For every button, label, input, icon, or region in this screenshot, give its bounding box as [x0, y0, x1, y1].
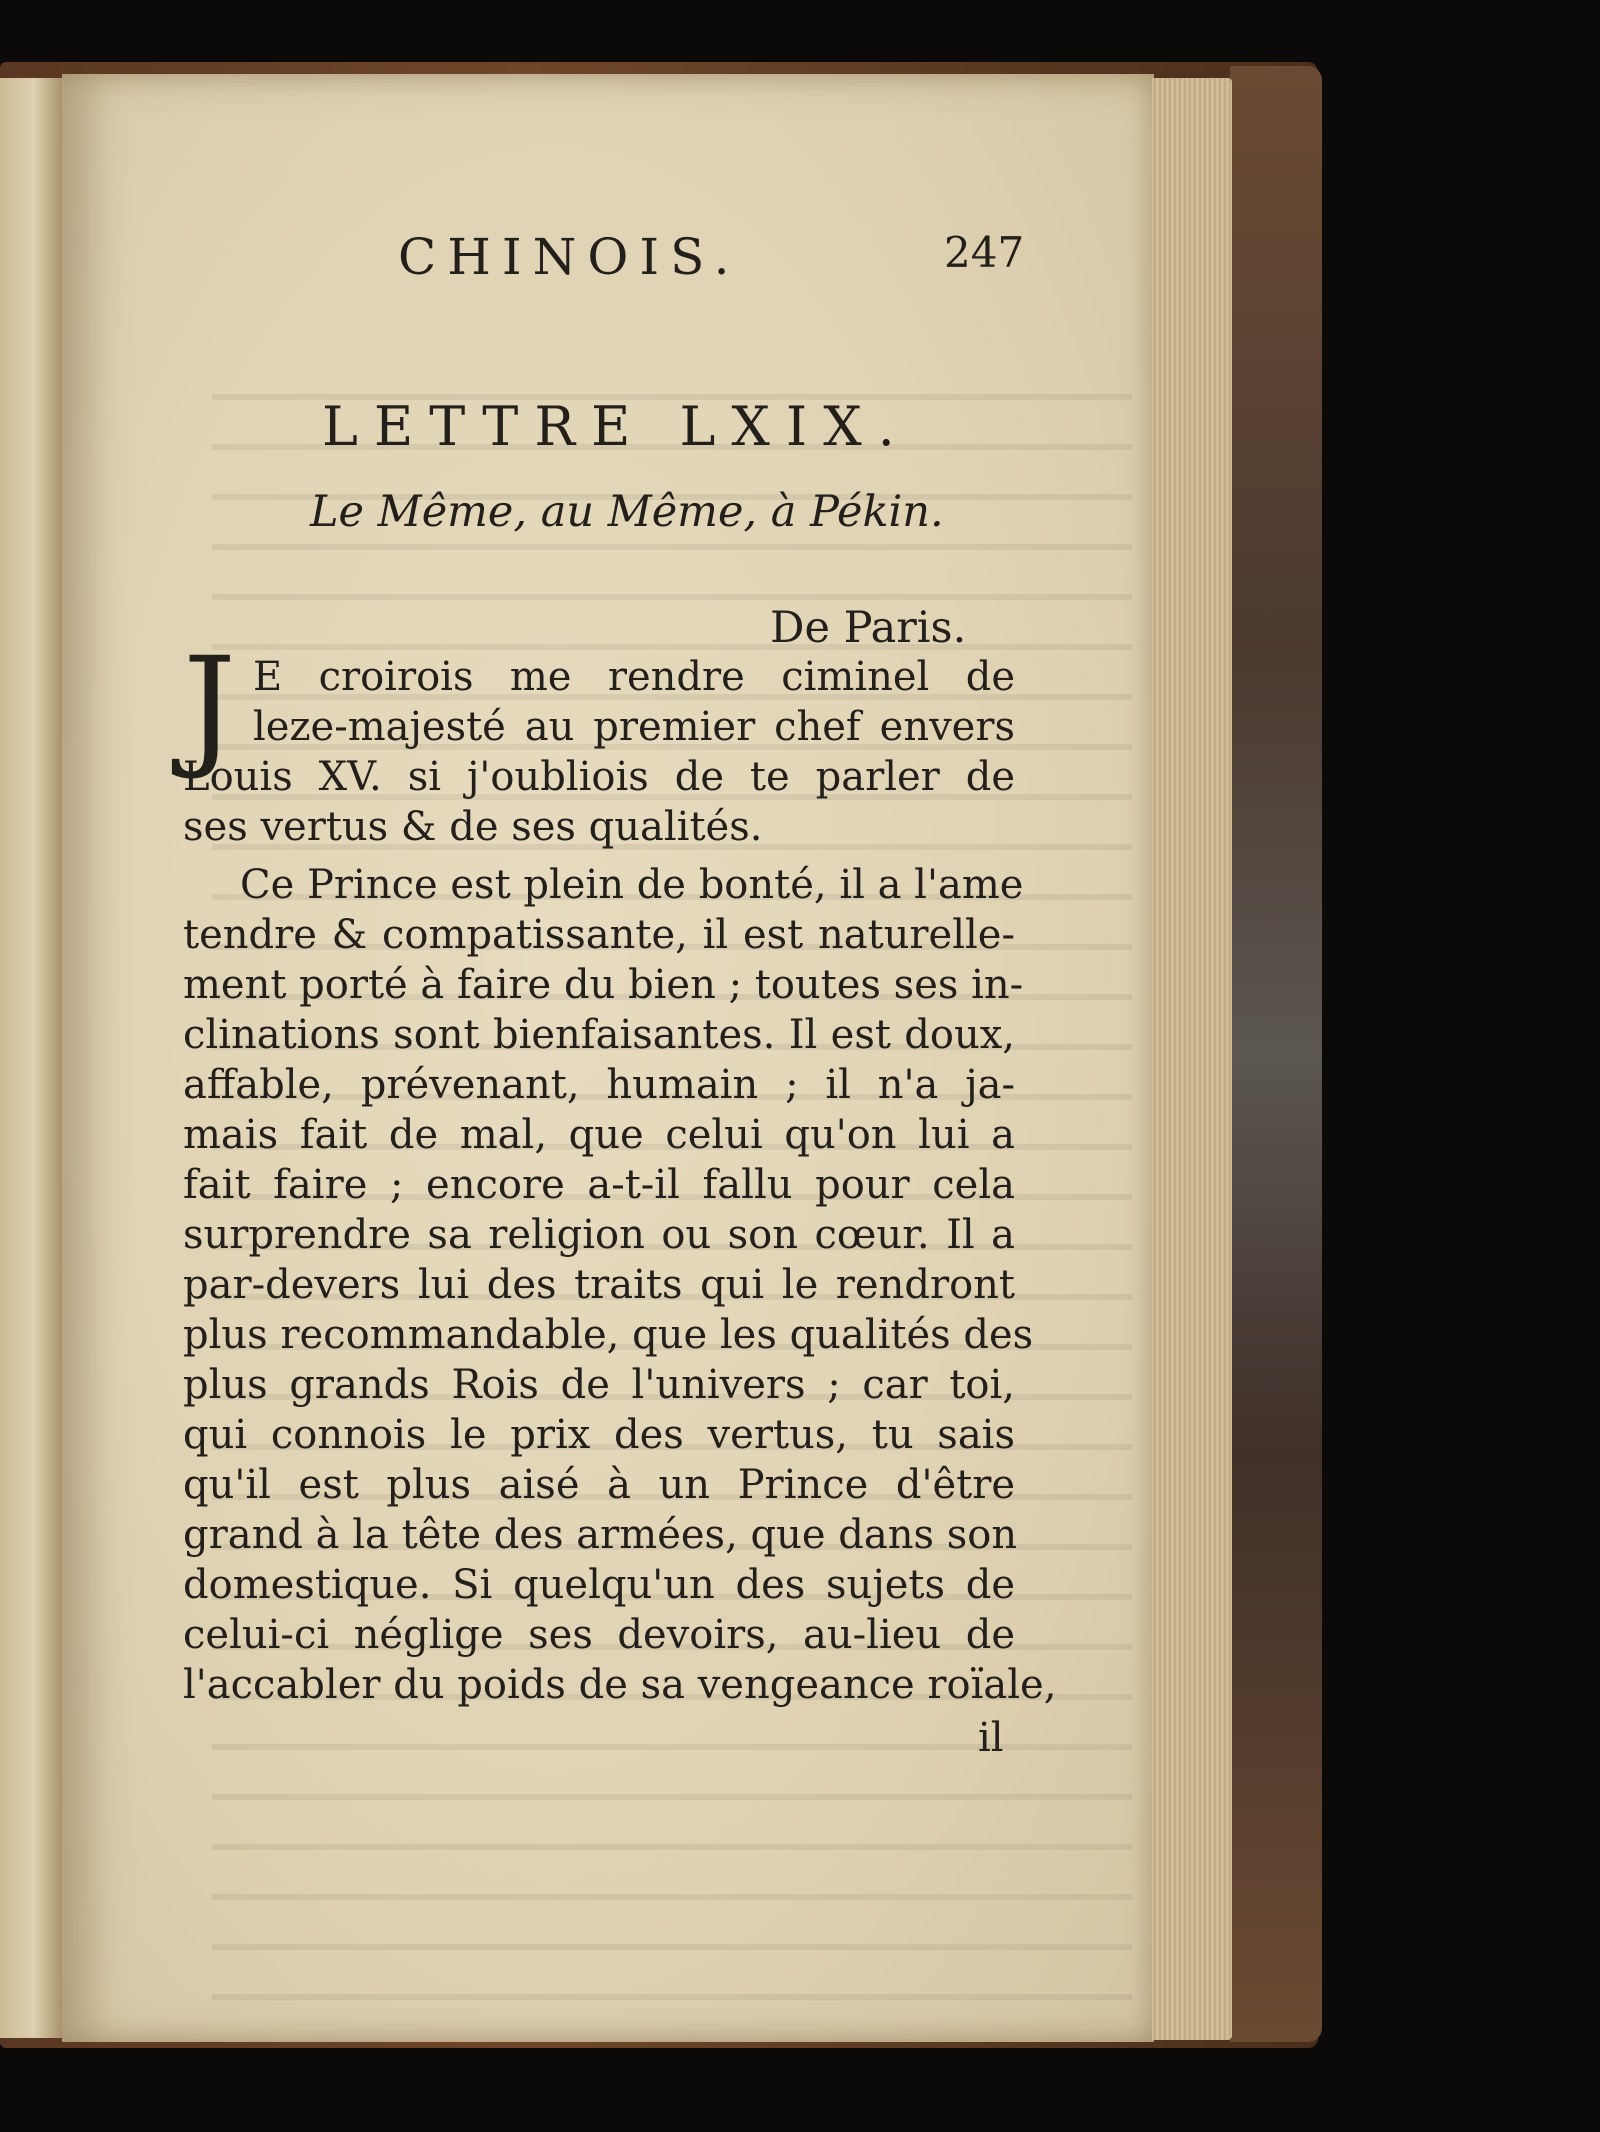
- body-line: plus grands Rois de l'univers ; car toi,: [183, 1362, 1015, 1408]
- body-line: par-devers lui des traits qui le rendront: [183, 1262, 1015, 1308]
- body-line: ses vertus & de ses qualités.: [183, 804, 763, 850]
- body-line: affable, prévenant, humain ; il n'a ja-: [183, 1062, 1015, 1108]
- body-line: fait faire ; encore a-t-il fallu pour cela: [183, 1162, 1015, 1208]
- body-line: ment porté à faire du bien ; toutes ses in-: [183, 962, 1024, 1008]
- body-line: Louis XV. si j'oubliois de te parler de: [183, 754, 1015, 800]
- letter-title: LETTRE LXIX.: [322, 395, 911, 458]
- page-number: 247: [944, 228, 1025, 277]
- body-line: E croirois me rendre ciminel de: [253, 654, 1015, 700]
- body-line: mais fait de mal, que celui qu'on lui a: [183, 1112, 1015, 1158]
- body-line: l'accabler du poids de sa vengeance roïale,: [183, 1662, 1057, 1708]
- body-line: surprendre sa religion ou son cœur. Il a: [183, 1212, 1015, 1258]
- body-line: domestique. Si quelqu'un des sujets de: [183, 1562, 1015, 1608]
- body-line: plus recommandable, que les qualités des: [183, 1312, 1034, 1358]
- body-line: Ce Prince est plein de bonté, il a l'ame: [240, 862, 1024, 908]
- letter-subtitle: Le Même, au Même, à Pékin.: [310, 487, 944, 537]
- body-line: leze-majesté au premier chef envers: [253, 704, 1015, 750]
- body-line: grand à la tête des armées, que dans son: [183, 1512, 1018, 1558]
- body-line: clinations sont bienfaisantes. Il est doux,: [183, 1012, 1015, 1058]
- body-line: qui connois le prix des vertus, tu sais: [183, 1412, 1015, 1458]
- catchword: il: [978, 1715, 1004, 1761]
- dateline: De Paris.: [770, 603, 967, 653]
- drop-cap: J: [183, 629, 236, 783]
- body-line: celui-ci néglige ses devoirs, au-lieu de: [183, 1612, 1015, 1658]
- running-head: CHINOIS.: [398, 228, 741, 286]
- body-line: qu'il est plus aisé à un Prince d'être: [183, 1462, 1015, 1508]
- body-line: tendre & compatissante, il est naturelle-: [183, 912, 1015, 958]
